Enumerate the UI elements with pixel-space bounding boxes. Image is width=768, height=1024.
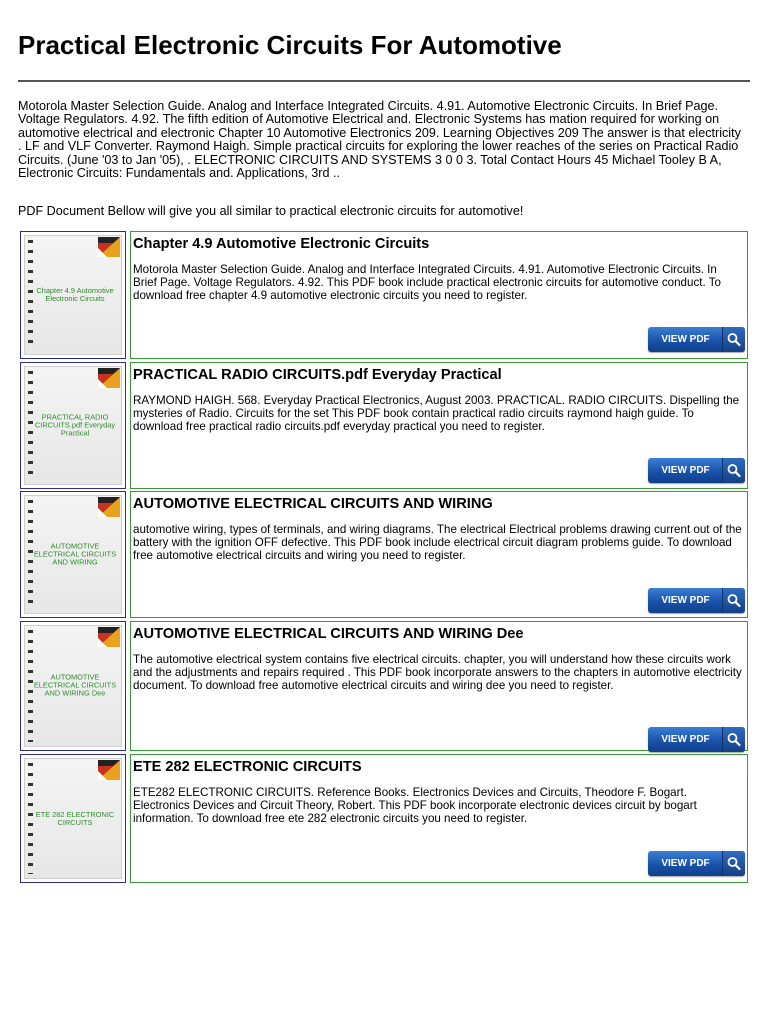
document-cover-label: ETE 282 ELECTRONIC CIRCUITS bbox=[35, 809, 115, 827]
document-title[interactable]: AUTOMOTIVE ELECTRICAL CIRCUITS AND WIRING bbox=[133, 496, 493, 512]
document-description: Motorola Master Selection Guide. Analog and Interface Integrated Circuits. 4.91. Automotive Electronic Circuits. In Brief Page. Voltage Regulators. 4.92. This PDF book include practical electronic circuits for automotive conduct. To download free chapter 4.9 automotive electronic circuits you need to register. bbox=[133, 263, 721, 302]
document-cover bbox=[24, 366, 122, 485]
view-pdf-label: VIEW PDF bbox=[661, 734, 710, 745]
view-pdf-label: VIEW PDF bbox=[661, 595, 710, 606]
similar-documents-note: PDF Document Bellow will give you all similar to practical electronic circuits for automotive! bbox=[18, 204, 524, 218]
page-curl-icon bbox=[95, 626, 121, 648]
document-cover bbox=[24, 625, 122, 747]
view-pdf-label: VIEW PDF bbox=[661, 465, 710, 476]
document-title[interactable]: ETE 282 ELECTRONIC CIRCUITS bbox=[133, 759, 362, 775]
document-card bbox=[20, 621, 748, 751]
page-title: Practical Electronic Circuits For Automotive bbox=[18, 30, 562, 60]
document-card bbox=[20, 491, 748, 618]
document-info bbox=[130, 754, 748, 883]
magnifier-icon bbox=[722, 458, 745, 483]
document-thumbnail[interactable] bbox=[20, 362, 126, 489]
page-curl-icon bbox=[95, 496, 121, 518]
document-cover-label: Chapter 4.9 Automotive Electronic Circuits bbox=[36, 285, 114, 303]
document-cover bbox=[24, 235, 122, 355]
view-pdf-label: VIEW PDF bbox=[661, 858, 710, 869]
document-description: RAYMOND HAIGH. 568. Everyday Practical Electronics, August 2003. PRACTICAL. RADIO CIRCUITS. Dispelling the mysteries of Radio. Circuits for the set This PDF book contain practical radio circuits raymond haigh guide. To download free practical radio circuits.pdf everyday practical you need to register. bbox=[133, 394, 740, 433]
document-cover-label: AUTOMOTIVE ELECTRICAL CIRCUITS AND WIRING bbox=[33, 541, 117, 567]
title-divider bbox=[18, 80, 750, 82]
intro-paragraph: Motorola Master Selection Guide. Analog and Interface Integrated Circuits. 4.91. Automotive Electronic Circuits. In Brief Page. Voltage Regulators. 4.92. The fifth edition of Automotive Electrical and. Electronic Systems has mation required for working on automotive electrical and electronic Chapter 10 Automotive Electronics 209. Learning Objectives 209 The answer is that electricity . LF and VLF Converter. Raymond Haigh. Simple practical circuits for exploring the lower reaches of the series on Practical Radio Circuits. (June '03 to Jan '05), . ELECTRONIC CIRCUITS AND SYSTEMS 3 0 0 3. Total Contact Hours 45 Michael Tooley B A, Electronic Circuits: Fundamentals and. Applications, 3rd .. bbox=[18, 99, 741, 181]
document-description: automotive wiring, types of terminals, and wiring diagrams. The electrical Electrical problems drawing current out of the battery with the ignition OFF defective. This PDF book include electrical circuit diagram problems guide. To download free automotive electrical circuits and wiring you need to register. bbox=[133, 523, 742, 562]
view-pdf-button[interactable] bbox=[648, 327, 745, 352]
document-thumbnail[interactable] bbox=[20, 621, 126, 751]
view-pdf-button[interactable] bbox=[648, 588, 745, 613]
document-info bbox=[130, 231, 748, 359]
document-info bbox=[130, 362, 748, 489]
magnifier-icon bbox=[722, 851, 745, 876]
document-card bbox=[20, 231, 748, 359]
document-info bbox=[130, 491, 748, 618]
document-cover-label: AUTOMOTIVE ELECTRICAL CIRCUITS AND WIRING Dee bbox=[33, 672, 117, 699]
document-title[interactable]: PRACTICAL RADIO CIRCUITS.pdf Everyday Practical bbox=[133, 367, 502, 383]
view-pdf-label: VIEW PDF bbox=[661, 334, 710, 345]
document-title[interactable]: AUTOMOTIVE ELECTRICAL CIRCUITS AND WIRING Dee bbox=[133, 626, 524, 642]
document-card bbox=[20, 754, 748, 883]
document-title[interactable]: Chapter 4.9 Automotive Electronic Circuits bbox=[133, 236, 430, 252]
magnifier-icon bbox=[722, 588, 745, 613]
document-cover bbox=[24, 495, 122, 614]
document-thumbnail[interactable] bbox=[20, 231, 126, 359]
document-thumbnail[interactable] bbox=[20, 491, 126, 618]
document-card bbox=[20, 362, 748, 489]
document-info bbox=[130, 621, 748, 751]
view-pdf-button[interactable] bbox=[648, 458, 745, 483]
document-cover-label: PRACTICAL RADIO CIRCUITS.pdf Everyday Practical bbox=[34, 412, 116, 438]
magnifier-icon bbox=[722, 327, 745, 352]
document-description: ETE282 ELECTRONIC CIRCUITS. Reference Books. Electronics Devices and Circuits, Theodore F. Bogart. Electronics Devices and Circuit Theory, Robert. This PDF book incorporate electronic devices circuit by bogart information. To download free ete 282 electronic circuits you need to register. bbox=[133, 786, 697, 825]
magnifier-icon bbox=[722, 727, 745, 752]
page-curl-icon bbox=[95, 367, 121, 389]
document-description: The automotive electrical system contains five electrical circuits. chapter, you will understand how these circuits work and the adjustments and repairs required . This PDF book incorporate answers to the chapters in automotive electricity document. To download free automotive electrical circuits and wiring dee you need to register. bbox=[133, 653, 742, 692]
view-pdf-button[interactable] bbox=[648, 727, 745, 752]
document-cover bbox=[24, 758, 122, 879]
view-pdf-button[interactable] bbox=[648, 851, 745, 876]
document-thumbnail[interactable] bbox=[20, 754, 126, 883]
page-curl-icon bbox=[95, 759, 121, 781]
page-curl-icon bbox=[95, 236, 121, 258]
